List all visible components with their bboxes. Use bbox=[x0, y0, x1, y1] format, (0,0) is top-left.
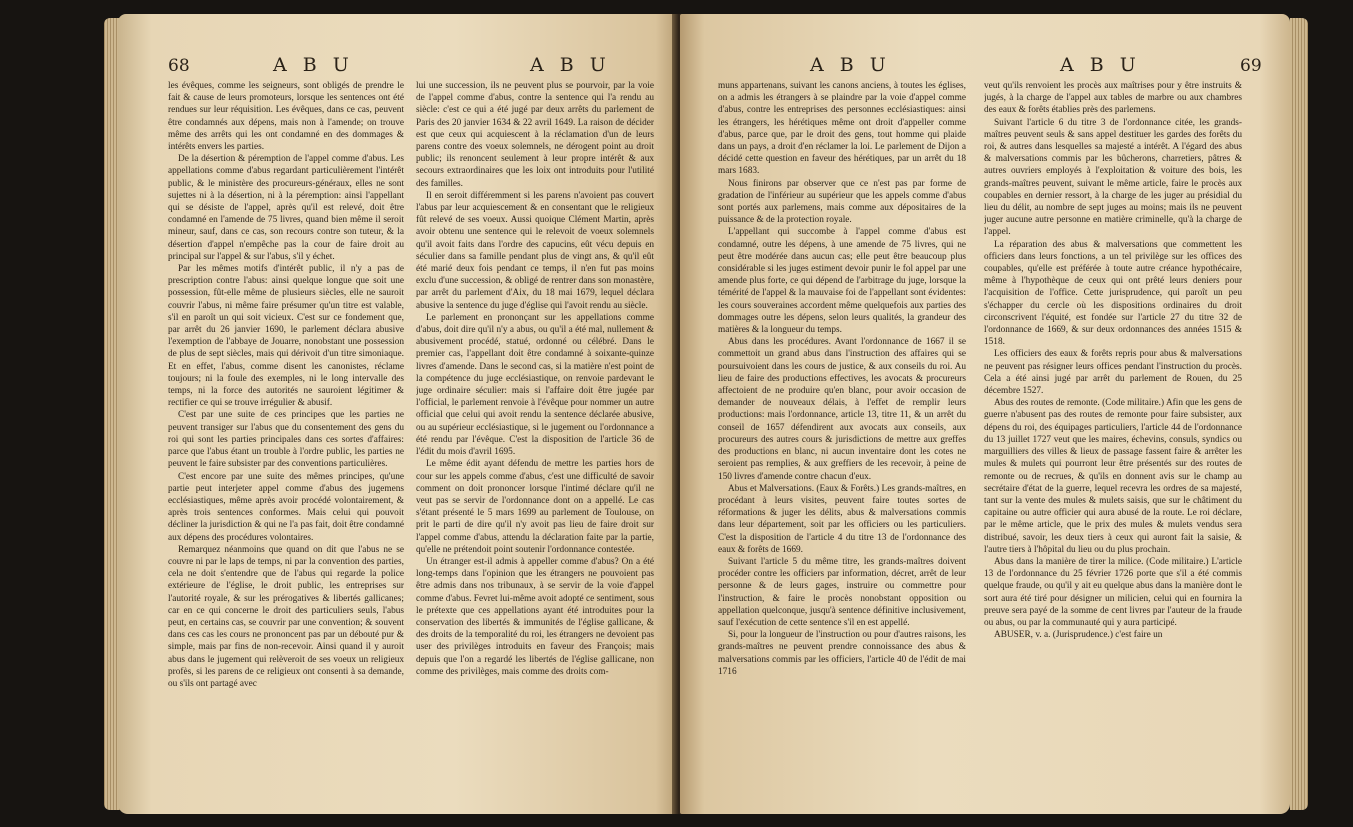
paragraph: Remarquez néanmoins que quand on dit que l'abus ne se couvre ni par le laps de temps, ni par la convention des parties, cela ne doit s'entendre que de l'abus qui regarde la police extérieure de l'église, le droit public, les entreprises sur l'autorité royale, & sur les prérogatives & libertés gallicanes; car en ce qui concerne le droit des particuliers seuls, l'abus peut, en certains cas, se couvrir par une convention; & souvent dans ces cas les cours ne prononcent pas par un débouté pur & simple, mais par fins de non-recevoir. Ainsi quand il y auroit abus dans le jugement qui relèveroit de ses voeux un religieux profès, si les parens de ce religieux ont consenti à sa demande, ou s'ils ont partagé avec bbox=[168, 544, 404, 689]
paragraph: ABUSER, v. a. (Jurisprudence.) c'est faire un bbox=[994, 630, 1163, 641]
right-page bbox=[680, 14, 1290, 814]
paragraph: veut qu'ils renvoient les procès aux maîtrises pour y être instruits & jugés, à la charge de l'appel aux tables de marbre ou aux chambres des eaux & forêts établies près des parlemens. bbox=[984, 81, 1242, 116]
right-column-1 bbox=[718, 80, 966, 810]
paragraph: La réparation des abus & malversations que commettent les officiers dans leurs fonctions, a un tel privilège sur les offices des coupables, qu'elle est préférée à toute autre créance hypothécaire, même à l'hypothèque de ceux qui ont prêté leurs deniers pour l'acquisition de l'office. Cette jurisprudence, qui paroît un peu s'échapper du cercle où les dispositions ordinaires du droit circonscrivent l'équité, est fondée sur l'article 27 du titre 32 de l'ordonnance de 1669, & sur deux ordonnances des années 1515 & 1518. bbox=[984, 239, 1242, 348]
paragraph: C'est encore par une suite des mêmes principes, qu'une partie peut interjeter appel comme d'abus des jugemens ecclésiastiques, même après avoir procédé volontairement, & après trois sentences conformes. Mais celui qui pouvoit décliner la jurisdiction & qui ne l'a pas fait, doit être condamné aux dépens des procédures volontaires. bbox=[168, 471, 404, 543]
paragraph: Abus dans la manière de tirer la milice. (Code militaire.) L'article 13 de l'ordonnance du 25 février 1726 porte que s'il a été commis quelque fraude, ou qu'il y ait eu quelque abus dans la manière dont le sort aura été tiré pour désigner un milicien, celui qui en fournira la preuve sera payé de la somme de cent livres par l'auteur de la fraude ou abus, ou par la communauté qui y aura participé. bbox=[984, 556, 1242, 628]
page-edges-right bbox=[1290, 18, 1308, 810]
paragraph: Abus des routes de remonte. (Code militaire.) Afin que les gens de guerre n'abusent pas des routes de remonte pour faire subsister, aux dépens du roi, des équipages particuliers, l'article 44 de l'ordonnance du 13 juillet 1727 veut que les maires, échevins, consuls, syndics ou marguilliers des villes & lieux de passage fassent faire & arrêter les mules & mulets qui pourront leur être présentés sur des routes de remonte ou de recrues, & qu'ils en donnent avis sur le champ au secrétaire d'état de la guerre, lequel recevra les ordres de sa majesté, tant sur la vente des mules & mulets saisis, que sur le châtiment du capitaine ou autre officier qui aura abusé de la route. Le roi déclare, par le même article, que le prix des mules & mulets vendus sera distribué, savoir, les deux tiers à ceux qui auront fait la saisie, & l'autre tiers à l'hôpital du lieu ou du plus prochain. bbox=[984, 398, 1242, 555]
paragraph: Nous finirons par observer que ce n'est pas par forme de gradation de l'inférieur au supérieur que les appels comme d'abus sont portés aux parlemens, mais comme aux dépositaires de la puissance & de la protection royale. bbox=[718, 178, 966, 226]
right-header-col2: A B U bbox=[1060, 54, 1141, 76]
paragraph: De la désertion & péremption de l'appel comme d'abus. Les appellations comme d'abus regardant particulièrement l'intérêt public, & le ministère des procureurs-généraux, elles ne sont sujettes ni à la désertion, ni à la péremption: ainsi l'appellant qui se désiste de l'appel, après qu'il est relevé, doit être condamné en l'amende de 75 livres, quand bien même il seroit mineur, sauf, dans ce cas, son recours contre son tuteur, & la désertion d'appel n'empêche pas la cour de faire droit au principal sur l'appel & sur l'abus, s'il y échet. bbox=[168, 154, 404, 262]
left-column-1 bbox=[168, 80, 404, 810]
paragraph: Suivant l'article 5 du même titre, les grands-maîtres doivent procéder contre les officiers par information, décret, arrêt de leur personne & de leurs gages, instruire ou commettre pour l'instruction, & faire le procès nonobstant opposition ou appellation quelconque, jusqu'à sentence définitive inclusivement, sauf l'exécution de cette sentence s'il en est appellé. bbox=[718, 556, 966, 628]
paragraph: Il en seroit différemment si les parens n'avoient pas couvert l'abus par leur acquiescement & en consentant que le religieux fût relevé de ses voeux. Aussi quoique Clément Martin, après avoir obtenu une sentence qui le relevoit de voeux solemnels qu'il avoit faits dans l'ordre des capucins, eût vécu depuis en séculier dans sa famille pendant plus de vingt ans, & qu'il eût été marié deux fois pendant ce temps, il n'en fut pas moins exclu d'une succession, & obligé de rentrer dans son monastère, par arrêt du parlement d'Aix, du 18 mai 1679, lequel déclara abusive la sentence du juge d'église qui l'avoit rendu au siècle. bbox=[416, 190, 654, 311]
paragraph: Abus dans les procédures. Avant l'ordonnance de 1667 il se commettoit un grand abus dans l'instruction des affaires qui se poursuivoient dans les cours de justice, & aux conseils du roi. Au lieu de faire des productions effectives, les avocats & procureurs affectoient de ne produire qu'en blanc, pour avoir occasion de demander de nouveaux délais, à l'effet de remplir leurs productions: mais l'ordonnance, article 13, titre 11, & un arrêt du conseil de 1657 défendirent aux avocats aux conseils, aux procureurs des autres cours & jurisdictions de mettre aux greffes des productions en blanc, ni aucun inventaire dont les cotes ne seroient pas remplies, & aux greffiers de les recevoir, à peine de 150 livres d'amende contre chacun d'eux. bbox=[718, 337, 966, 482]
paragraph: Suivant l'article 6 du titre 3 de l'ordonnance citée, les grands-maîtres peuvent seuls & sans appel destituer les gardes des forêts du roi, & autres dans lesquelles sa majesté a intérêt. A l'égard des abus & malversations commis par les bûcherons, charretiers, pâtres & autres ouvriers employés à l'exploitation & voiture des bois, les grands-maîtres peuvent, suivant le même article, faire le procès aux coupables en dernier ressort, à la charge de les juger au présidial du lieu du délit, au nombre de sept juges au moins; mais ils ne peuvent juger aucune autre personne en matière criminelle, qu'à la charge de l'appel. bbox=[984, 117, 1242, 238]
paragraph: Abus et Malversations. (Eaux & Forêts.) Les grands-maîtres, en procédant à leurs visites, peuvent faire toutes sortes de réformations & juger les délits, abus & malversations commis dans leur département, soit par les officiers ou les particuliers. C'est la disposition de l'article 4 du titre 13 de l'ordonnance des eaux & forêts de 1669. bbox=[718, 483, 966, 555]
right-folio: 69 bbox=[1240, 56, 1262, 76]
left-folio: 68 bbox=[168, 56, 190, 76]
paragraph: Un étranger est-il admis à appeller comme d'abus? On a été long-temps dans l'opinion que les étrangers ne pouvoient pas être admis dans nos tribunaux, à se servir de la voie d'appel comme d'abus. Fevret lui-même avoit adopté ce sentiment, sous le prétexte que ces appellations ayant été introduites pour la conservation des libertés & immunités de l'église gallicane, & des droits de la temporalité du roi, les étrangers ne devoient pas user des privilèges introduits en faveur des François; mais depuis que l'on a regardé les libertés de l'église gallicane, non comme des privilèges, mais comme des droits com- bbox=[416, 556, 654, 677]
paragraph: lui une succession, ils ne peuvent plus se pourvoir, par la voie de l'appel comme d'abus, contre la sentence qui l'a rendu au siècle: c'est ce qui a été jugé par deux arrêts du parlement de Paris des 20 janvier 1634 & 22 avril 1649. La raison de décider est que ceux qui acquiescent à la réclamation d'un de leurs parens contre des voeux solemnels, ne dérogent point au droit public; ils renoncent seulement à leur propre intérêt & aux secours extraordinaires que les loix ont introduits pour l'utilité des familles. bbox=[416, 81, 654, 189]
paragraph: Si, pour la longueur de l'instruction ou pour d'autres raisons, les grands-maîtres ne peuvent prendre connoissance des abus & malversations commis par les officiers, l'article 40 de l'édit de mai 1716 bbox=[718, 630, 966, 677]
paragraph: les évêques, comme les seigneurs, sont obligés de prendre le fait & cause de leurs promoteurs, lorsque les sentences ont été rendues sur leur réquisition. Les évêques, dans ce cas, peuvent être condamnés aux dépens, mais non à l'amende; on trouve même des arrêts qui les ont condamné en des dommages & intérêts envers les parties. bbox=[168, 81, 404, 153]
left-header-col1: A B U bbox=[273, 54, 354, 76]
paragraph: C'est par une suite de ces principes que les parties ne peuvent transiger sur l'abus que du consentement des gens du roi qui sont les parties principales dans ces sortes d'affaires: parce que l'abus étant un trouble à l'ordre public, les parties ne peuvent le faire subsister par des conventions particulières. bbox=[168, 410, 404, 470]
paragraph: L'appellant qui succombe à l'appel comme d'abus est condamné, outre les dépens, à une amende de 75 livres, qui ne peut être modérée dans aucun cas; elle peut être beaucoup plus considérable si les juges estiment devoir punir le fol appel par une amende plus forte, ce qui dépend de l'arbitrage du juge, lorsque la témérité de l'appel & la mauvaise foi de l'appellant sont évidentes: les cours souveraines accordent même quelquefois aux parties des dommages outre les dépens, selon leurs qualités, la grandeur des matières & la longueur du temps. bbox=[718, 227, 966, 336]
left-page bbox=[118, 14, 678, 814]
paragraph: Les officiers des eaux & forêts repris pour abus & malversations ne peuvent pas résigner leurs offices pendant l'instruction du procès. Cela a été ainsi jugé par arrêt du parlement de Rouen, du 25 décembre 1527. bbox=[984, 349, 1242, 397]
paragraph: Le parlement en prononçant sur les appellations comme d'abus, doit dire qu'il n'y a abus, ou qu'il a été mal, nullement & abusivement procédé, statué, ordonné ou célébré. Dans le premier cas, l'appellant doit être condamné à soixante-quinze livres d'amende. Dans le second cas, si la matière n'est point de la compétence du juge ecclésiastique, on renvoie pardevant le juge ordinaire séculier: mais si l'affaire doit être jugée par l'official, le parlement renvoie à l'évêque pour nommer un autre official que celui qui avoit rendu la sentence déclarée abusive, ou au supérieur ecclésiastique, si le jugement ou l'ordonnance a été rendu par l'évêque. C'est la disposition de l'article 36 de l'édit du mois d'avril 1695. bbox=[416, 312, 654, 458]
right-column-2 bbox=[984, 80, 1242, 810]
left-column-2 bbox=[416, 80, 654, 810]
paragraph: Le même édit ayant défendu de mettre les parties hors de cour sur les appels comme d'abus, c'est une difficulté de savoir comment on doit prononcer lorsque l'intimé déclare qu'il ne veut pas se servir de l'ordonnance dont on a appellé. Le cas s'étant présenté le 5 mars 1699 au parlement de Toulouse, on prit le parti de dire qu'il n'y avoit pas lieu de faire droit sur l'appel comme d'abus, attendu la déclaration faite par la partie, qu'elle ne prétendoit point soutenir l'ordonnance contestée. bbox=[416, 459, 654, 555]
left-header-col2: A B U bbox=[530, 54, 611, 76]
right-header-col1: A B U bbox=[810, 54, 891, 76]
paragraph: muns appartenans, suivant les canons anciens, à toutes les églises, on a admis les étrangers à se plaindre par la voie d'appel comme d'abus, contre les entreprises des personnes ecclésiastiques: ainsi les étrangers, les hérétiques même ont droit d'appeller comme d'abus, parce que, par le droit des gens, tout homme qui plaide dans un pays, a droit d'en réclamer la loi. Le parlement de Dijon a décidé cette question en faveur des hérétiques, par un arrêt du 18 mars 1683. bbox=[718, 81, 966, 177]
paragraph: Par les mêmes motifs d'intérêt public, il n'y a pas de prescription contre l'abus: ainsi quelque longue que soit une possession, fût-elle même de plusieurs siècles, elle ne sauroit couvrir l'abus, ni même faire présumer qu'un titre est valable, s'il en paroît un qui soit vicieux. C'est sur ce fondement que, par arrêt du 26 janvier 1690, le parlement déclara abusive l'exemption de l'abbaye de Jouarre, nonobstant une possession de plus de sept siècles, mais qui dérivoit d'un titre simoniaque. Et en effet, l'abus, comme disent les canonistes, réclame toujours; ni la foule des exemples, ni le long intervalle des temps, ni la force des autorités ne sauroient légitimer & rectifier ce qui se trouve irrégulier & abusif. bbox=[168, 264, 404, 409]
